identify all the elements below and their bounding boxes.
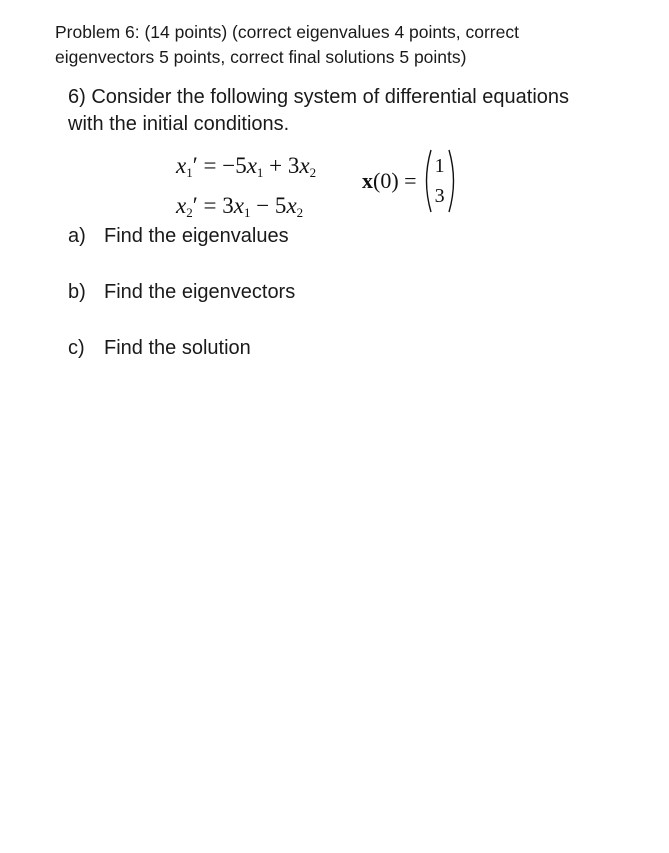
equation-system	[176, 146, 316, 226]
eq2-rhs-coef: = 3	[203, 193, 234, 218]
subquestion-letter: b)	[68, 281, 86, 303]
subquestion-letter: c)	[68, 337, 85, 359]
eq2-rhs-minus: − 5	[250, 193, 287, 218]
eq1-lhs-var: x	[176, 153, 187, 178]
eq2-rhs-s1: 1	[243, 205, 251, 220]
vector-entry-1: 1	[434, 155, 445, 177]
subquestion-c	[68, 334, 295, 390]
subquestion-list	[68, 222, 295, 390]
left-paren-icon	[421, 148, 433, 214]
eq2-lhs-sub: 2	[186, 205, 193, 220]
initial-condition	[362, 148, 459, 214]
ic-bold-x: x	[362, 168, 373, 193]
equation-2	[176, 186, 316, 226]
initial-condition-label	[362, 168, 417, 194]
header-line-1: Problem 6: (14 points) (correct eigenvalues 4 points, correct	[55, 22, 519, 42]
question-line-2: with the initial conditions.	[68, 113, 290, 135]
eq1-rhs-s2: 2	[309, 165, 317, 180]
subquestion-a	[68, 222, 295, 278]
eq2-lhs-var: x	[176, 193, 187, 218]
vector-entry-2: 3	[434, 185, 445, 207]
eq1-rhs-coef: = −5	[203, 153, 247, 178]
initial-vector	[433, 151, 447, 211]
subquestion-text: Find the eigenvectors	[104, 281, 296, 303]
eq1-rhs-s1: 1	[256, 165, 264, 180]
subquestion-b	[68, 278, 295, 334]
eq1-lhs-sub: 1	[186, 165, 193, 180]
eq1-rhs-x1: x	[246, 153, 257, 178]
eq1-rhs-x2: x	[299, 153, 310, 178]
right-paren-icon	[447, 148, 459, 214]
ic-label-rest: (0) =	[373, 168, 417, 193]
eq1-lhs-prime: ′	[192, 153, 198, 178]
question-text	[68, 84, 663, 138]
eq2-rhs-x2: x	[286, 193, 297, 218]
equation-1	[176, 146, 316, 186]
eq1-rhs-plus: + 3	[263, 153, 300, 178]
problem-header	[55, 20, 655, 70]
header-line-2: eigenvectors 5 points, correct final solutions 5 points)	[55, 47, 467, 67]
subquestion-text: Find the eigenvalues	[104, 225, 289, 247]
subquestion-letter: a)	[68, 225, 86, 247]
eq2-rhs-s2: 2	[296, 205, 304, 220]
eq2-lhs-prime: ′	[192, 193, 198, 218]
question-line-1: 6) Consider the following system of differential equations	[68, 86, 570, 108]
subquestion-text: Find the solution	[104, 337, 251, 359]
eq2-rhs-x1: x	[233, 193, 244, 218]
